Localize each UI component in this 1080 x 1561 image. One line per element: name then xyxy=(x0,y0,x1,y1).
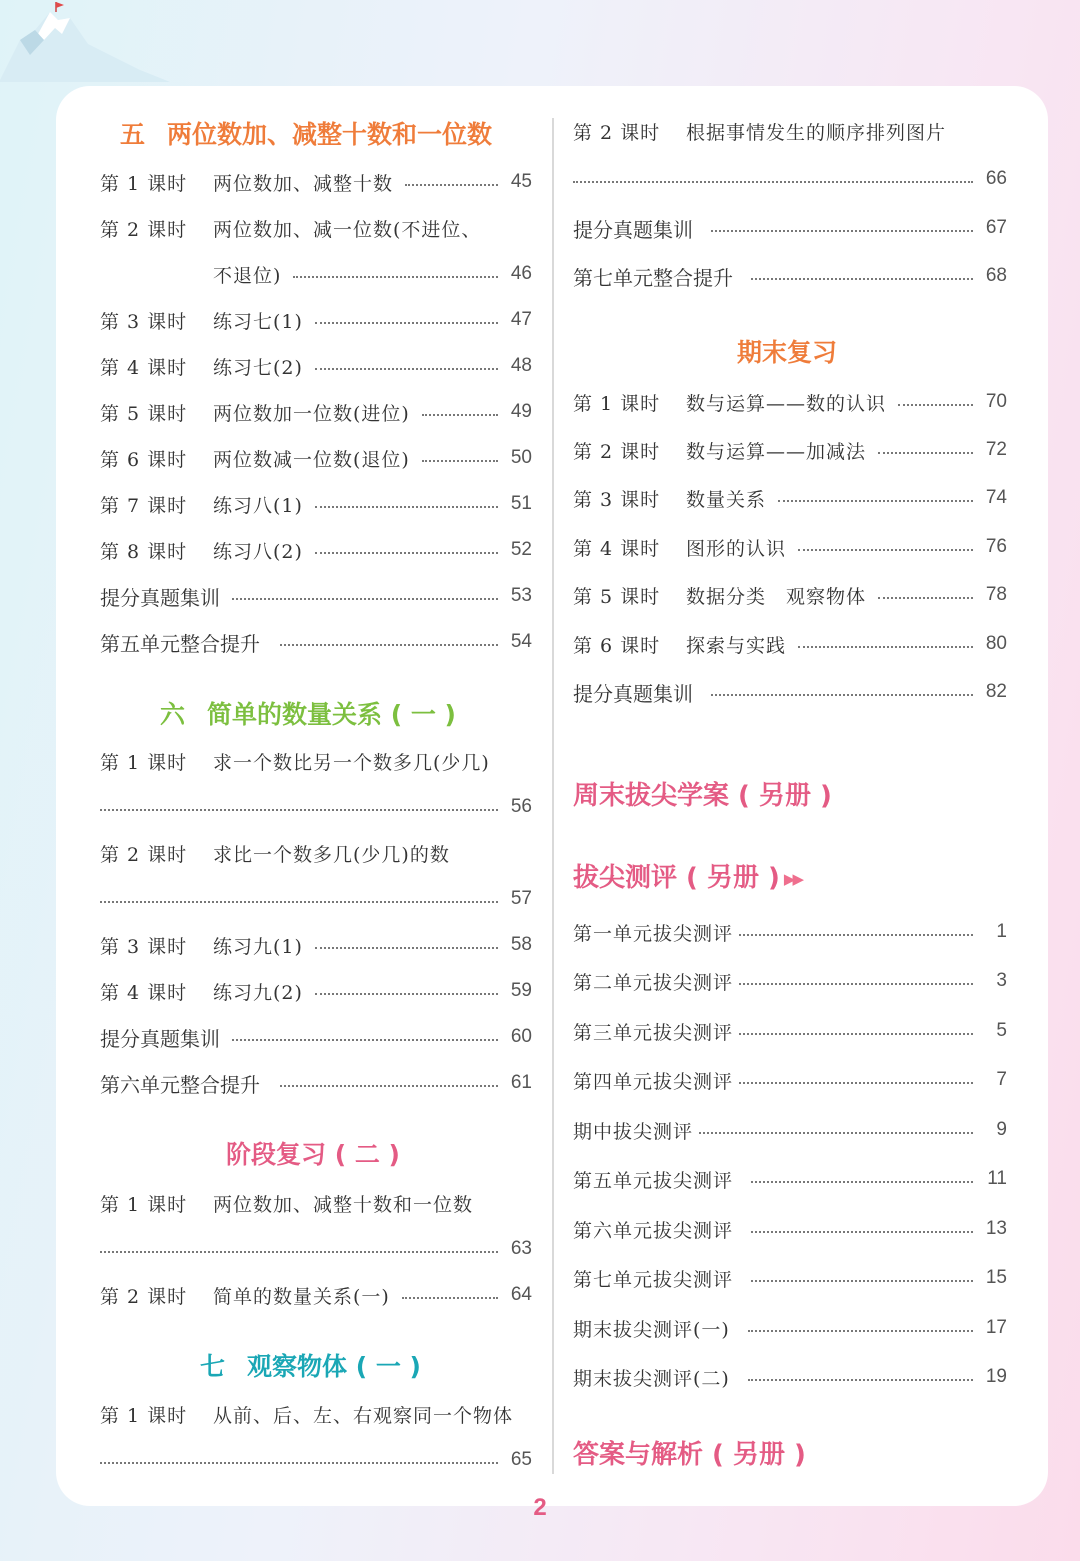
lesson-label: 第 6 课时 xyxy=(100,448,188,471)
dot-leader xyxy=(315,368,498,370)
toc-entry[interactable] xyxy=(100,930,532,960)
unit5-number: 五 xyxy=(120,120,146,149)
page-number: 52 xyxy=(510,539,532,560)
entry-title: 两位数加、减一位数(不进位、 xyxy=(213,218,482,241)
page-number: 64 xyxy=(510,1284,532,1305)
page-number: 66 xyxy=(985,168,1007,189)
lesson-label: 第 1 课时 xyxy=(100,172,188,195)
toc-entry-continued[interactable] xyxy=(573,164,1007,194)
toc-entry-continued[interactable] xyxy=(100,259,532,289)
entry-title: 第六单元整合提升 xyxy=(100,1074,260,1097)
lesson-label: 第 7 课时 xyxy=(100,494,188,517)
entry-title: 练习八(1) xyxy=(213,494,303,517)
entry-title: 提分真题集训 xyxy=(100,1028,220,1051)
entry-title: 第五单元整合提升 xyxy=(100,633,260,656)
toc-entry[interactable] xyxy=(573,387,1007,417)
entry-title: 图形的认识 xyxy=(686,537,787,560)
toc-entry[interactable] xyxy=(573,1115,1007,1145)
dot-leader xyxy=(422,414,498,416)
toc-entry[interactable] xyxy=(100,581,532,611)
unit7-title: 观察物体 ( 一 ) xyxy=(247,1352,421,1381)
toc-entry[interactable] xyxy=(573,677,1007,707)
toc-entry-continued[interactable] xyxy=(100,792,532,822)
lesson-label: 第 5 课时 xyxy=(100,402,188,425)
final-review-title: 期末复习 xyxy=(737,338,838,367)
page-number: 54 xyxy=(510,631,532,652)
dot-leader xyxy=(100,809,498,811)
page-number: 61 xyxy=(510,1072,532,1093)
dot-leader xyxy=(405,184,498,186)
page-number: 65 xyxy=(510,1449,532,1470)
toc-entry[interactable] xyxy=(100,351,532,381)
weekend-title: 周末拔尖学案 ( 另册 ) xyxy=(573,781,832,811)
toc-entry[interactable] xyxy=(100,167,532,197)
entry-title: 期末拔尖测评(一) xyxy=(573,1318,730,1341)
dot-leader xyxy=(100,1462,498,1464)
page-number: 15 xyxy=(985,1267,1007,1288)
page-number: 68 xyxy=(985,265,1007,286)
toc-entry[interactable] xyxy=(573,116,1007,146)
toc-entry[interactable] xyxy=(100,746,532,776)
page-number-footer: 2 xyxy=(533,1494,547,1521)
page-number: 72 xyxy=(985,439,1007,460)
page-number: 17 xyxy=(985,1317,1007,1338)
dot-leader xyxy=(878,597,973,599)
toc-entry[interactable] xyxy=(100,489,532,519)
dot-leader xyxy=(739,983,973,985)
page-number: 46 xyxy=(510,263,532,284)
entry-title: 两位数加、减整十数 xyxy=(213,172,394,195)
dot-leader xyxy=(778,500,973,502)
dot-leader xyxy=(739,1033,973,1035)
entry-title: 从前、后、左、右观察同一个物体 xyxy=(213,1404,514,1427)
lesson-label: 第 1 课时 xyxy=(573,392,661,415)
page-number: 63 xyxy=(510,1238,532,1259)
entry-title: 练习七(1) xyxy=(213,310,303,333)
lesson-label: 第 3 课时 xyxy=(100,935,188,958)
entry-title: 期中拔尖测评 xyxy=(573,1120,694,1143)
entry-title: 练习七(2) xyxy=(213,356,303,379)
entry-title: 数量关系 xyxy=(686,488,767,511)
toc-entry[interactable] xyxy=(573,966,1007,996)
page-number: 49 xyxy=(510,401,532,422)
page-number: 13 xyxy=(985,1218,1007,1239)
entry-title: 简单的数量关系(一) xyxy=(213,1285,390,1308)
dot-leader xyxy=(315,506,498,508)
dot-leader xyxy=(751,278,973,280)
entry-title: 第二单元拔尖测评 xyxy=(573,971,734,994)
toc-entry[interactable] xyxy=(573,1263,1007,1293)
entry-title: 练习九(2) xyxy=(213,981,303,1004)
dot-leader xyxy=(232,1039,498,1041)
page-number: 67 xyxy=(985,217,1007,238)
entry-title: 求比一个数多几(少几)的数 xyxy=(213,843,450,866)
lesson-label: 第 3 课时 xyxy=(100,310,188,333)
entry-title: 两位数加、减整十数和一位数 xyxy=(213,1193,474,1216)
mountain-decoration xyxy=(0,0,170,90)
toc-entry[interactable] xyxy=(100,976,532,1006)
dot-leader xyxy=(315,322,498,324)
page-number: 78 xyxy=(985,584,1007,605)
entry-title: 两位数减一位数(退位) xyxy=(213,448,410,471)
tests-heading[interactable] xyxy=(573,860,1007,897)
column-divider xyxy=(552,118,554,1474)
toc-entry[interactable] xyxy=(573,1016,1007,1046)
page-number: 57 xyxy=(510,888,532,909)
toc-entry[interactable] xyxy=(100,397,532,427)
page-number: 70 xyxy=(985,391,1007,412)
review2-title: 阶段复习 ( 二 ) xyxy=(226,1140,400,1169)
entry-title: 根据事情发生的顺序排列图片 xyxy=(686,121,947,144)
toc-entry[interactable] xyxy=(573,1313,1007,1343)
toc-entry[interactable] xyxy=(573,1214,1007,1244)
page-number: 9 xyxy=(996,1119,1007,1140)
dot-leader xyxy=(422,460,498,462)
toc-entry[interactable] xyxy=(100,305,532,335)
lesson-label: 第 2 课时 xyxy=(100,843,188,866)
lesson-label: 第 8 课时 xyxy=(100,540,188,563)
entry-title: 提分真题集训 xyxy=(573,219,693,242)
dot-leader xyxy=(280,644,498,646)
page-number: 11 xyxy=(987,1168,1007,1189)
page-number: 48 xyxy=(510,355,532,376)
page-number: 3 xyxy=(996,970,1007,991)
dot-leader xyxy=(315,552,498,554)
entry-title: 数与运算——加减法 xyxy=(686,440,867,463)
toc-entry[interactable] xyxy=(573,917,1007,947)
entry-title: 数与运算——数的认识 xyxy=(686,392,887,415)
entry-title: 求一个数比另一个数多几(少几) xyxy=(213,751,490,774)
page-number: 1 xyxy=(996,921,1007,942)
page-number: 74 xyxy=(985,487,1007,508)
unit5-heading xyxy=(120,117,532,153)
entry-title: 练习九(1) xyxy=(213,935,303,958)
page-number: 19 xyxy=(985,1366,1007,1387)
toc-entry[interactable] xyxy=(573,213,1007,243)
entry-title: 第四单元拔尖测评 xyxy=(573,1070,734,1093)
page-number: 59 xyxy=(510,980,532,1001)
dot-leader xyxy=(751,1280,973,1282)
page-number: 47 xyxy=(510,309,532,330)
entry-title: 期末拔尖测评(二) xyxy=(573,1367,730,1390)
dot-leader xyxy=(711,230,973,232)
page-number: 56 xyxy=(510,796,532,817)
unit6-number: 六 xyxy=(160,700,186,729)
toc-entry[interactable] xyxy=(573,261,1007,291)
toc-entry[interactable] xyxy=(100,535,532,565)
entry-title: 提分真题集训 xyxy=(100,587,220,610)
entry-title: 第六单元拔尖测评 xyxy=(573,1219,734,1242)
entry-title: 第一单元拔尖测评 xyxy=(573,922,734,945)
weekend-heading[interactable] xyxy=(573,778,1007,814)
answers-title: 答案与解析 ( 另册 ) xyxy=(573,1440,806,1470)
toc-entry[interactable] xyxy=(100,1188,532,1218)
toc-entry[interactable] xyxy=(100,1280,532,1310)
entry-title: 第七单元拔尖测评 xyxy=(573,1268,734,1291)
page-number: 80 xyxy=(985,633,1007,654)
dot-leader xyxy=(232,598,498,600)
lesson-label: 第 5 课时 xyxy=(573,585,661,608)
lesson-label: 第 1 课时 xyxy=(100,1404,188,1427)
page-number: 60 xyxy=(510,1026,532,1047)
dot-leader xyxy=(878,452,973,454)
lesson-label: 第 4 课时 xyxy=(100,356,188,379)
lesson-label: 第 2 课时 xyxy=(100,1285,188,1308)
dot-leader xyxy=(898,404,973,406)
double-arrow-icon: ▶▶ xyxy=(783,869,801,888)
page-number: 76 xyxy=(985,536,1007,557)
entry-title: 第三单元拔尖测评 xyxy=(573,1021,734,1044)
entry-title: 练习八(2) xyxy=(213,540,303,563)
toc-entry-continued[interactable] xyxy=(100,1445,532,1475)
dot-leader xyxy=(748,1379,973,1381)
dot-leader xyxy=(315,947,498,949)
dot-leader xyxy=(402,1297,498,1299)
dot-leader xyxy=(751,1231,973,1233)
unit5-title: 两位数加、减整十数和一位数 xyxy=(167,120,493,149)
dot-leader xyxy=(739,1082,973,1084)
entry-title: 数据分类 观察物体 xyxy=(686,585,867,608)
toc-entry[interactable] xyxy=(100,1399,532,1429)
page-number: 53 xyxy=(510,585,532,606)
dot-leader xyxy=(573,181,973,183)
entry-title: 探索与实践 xyxy=(686,634,787,657)
dot-leader xyxy=(280,1085,498,1087)
lesson-label: 第 2 课时 xyxy=(573,440,661,463)
entry-title: 提分真题集训 xyxy=(573,683,693,706)
review2-heading xyxy=(226,1137,532,1173)
unit6-title: 简单的数量关系 ( 一 ) xyxy=(207,700,456,729)
dot-leader xyxy=(711,694,973,696)
final-review-heading xyxy=(737,335,1007,371)
toc-entry[interactable] xyxy=(100,1022,532,1052)
toc-entry-continued[interactable] xyxy=(100,884,532,914)
page-number: 58 xyxy=(510,934,532,955)
entry-title: 第七单元整合提升 xyxy=(573,267,733,290)
toc-entry[interactable] xyxy=(100,443,532,473)
unit7-heading xyxy=(200,1349,532,1385)
toc-entry[interactable] xyxy=(573,1065,1007,1095)
toc-entry[interactable] xyxy=(100,627,532,657)
lesson-label: 第 1 课时 xyxy=(100,1193,188,1216)
page-number: 7 xyxy=(996,1069,1007,1090)
lesson-label: 第 1 课时 xyxy=(100,751,188,774)
page-number: 50 xyxy=(510,447,532,468)
toc-entry[interactable] xyxy=(573,1164,1007,1194)
entry-title: 两位数加一位数(进位) xyxy=(213,402,410,425)
dot-leader xyxy=(798,646,973,648)
dot-leader xyxy=(699,1132,973,1134)
lesson-label: 第 2 课时 xyxy=(100,218,188,241)
dot-leader xyxy=(100,901,498,903)
toc-entry-continued[interactable] xyxy=(100,1234,532,1264)
toc-entry[interactable] xyxy=(573,1362,1007,1392)
dot-leader xyxy=(100,1251,498,1253)
dot-leader xyxy=(739,934,973,936)
tests-title: 拔尖测评 ( 另册 ) xyxy=(573,863,780,893)
toc-entry[interactable] xyxy=(100,213,532,243)
dot-leader xyxy=(751,1181,973,1183)
toc-entry[interactable] xyxy=(573,435,1007,465)
page-number: 5 xyxy=(996,1020,1007,1041)
toc-entry[interactable] xyxy=(573,532,1007,562)
toc-entry[interactable] xyxy=(573,580,1007,610)
dot-leader xyxy=(293,276,498,278)
answers-heading[interactable] xyxy=(573,1437,1007,1473)
unit6-heading xyxy=(160,697,532,733)
entry-title: 第五单元拔尖测评 xyxy=(573,1169,734,1192)
lesson-label: 第 3 课时 xyxy=(573,488,661,511)
dot-leader xyxy=(315,993,498,995)
page-number: 82 xyxy=(985,681,1007,702)
dot-leader xyxy=(748,1330,973,1332)
toc-entry[interactable] xyxy=(573,629,1007,659)
entry-title-continued: 不退位) xyxy=(213,264,282,287)
toc-entry[interactable] xyxy=(100,1068,532,1098)
lesson-label: 第 6 课时 xyxy=(573,634,661,657)
lesson-label: 第 2 课时 xyxy=(573,121,661,144)
unit7-number: 七 xyxy=(200,1352,226,1381)
dot-leader xyxy=(798,549,973,551)
toc-entry[interactable] xyxy=(573,483,1007,513)
toc-entry[interactable] xyxy=(100,838,532,868)
lesson-label: 第 4 课时 xyxy=(573,537,661,560)
page-number: 51 xyxy=(510,493,532,514)
page-number: 45 xyxy=(510,171,532,192)
lesson-label: 第 4 课时 xyxy=(100,981,188,1004)
